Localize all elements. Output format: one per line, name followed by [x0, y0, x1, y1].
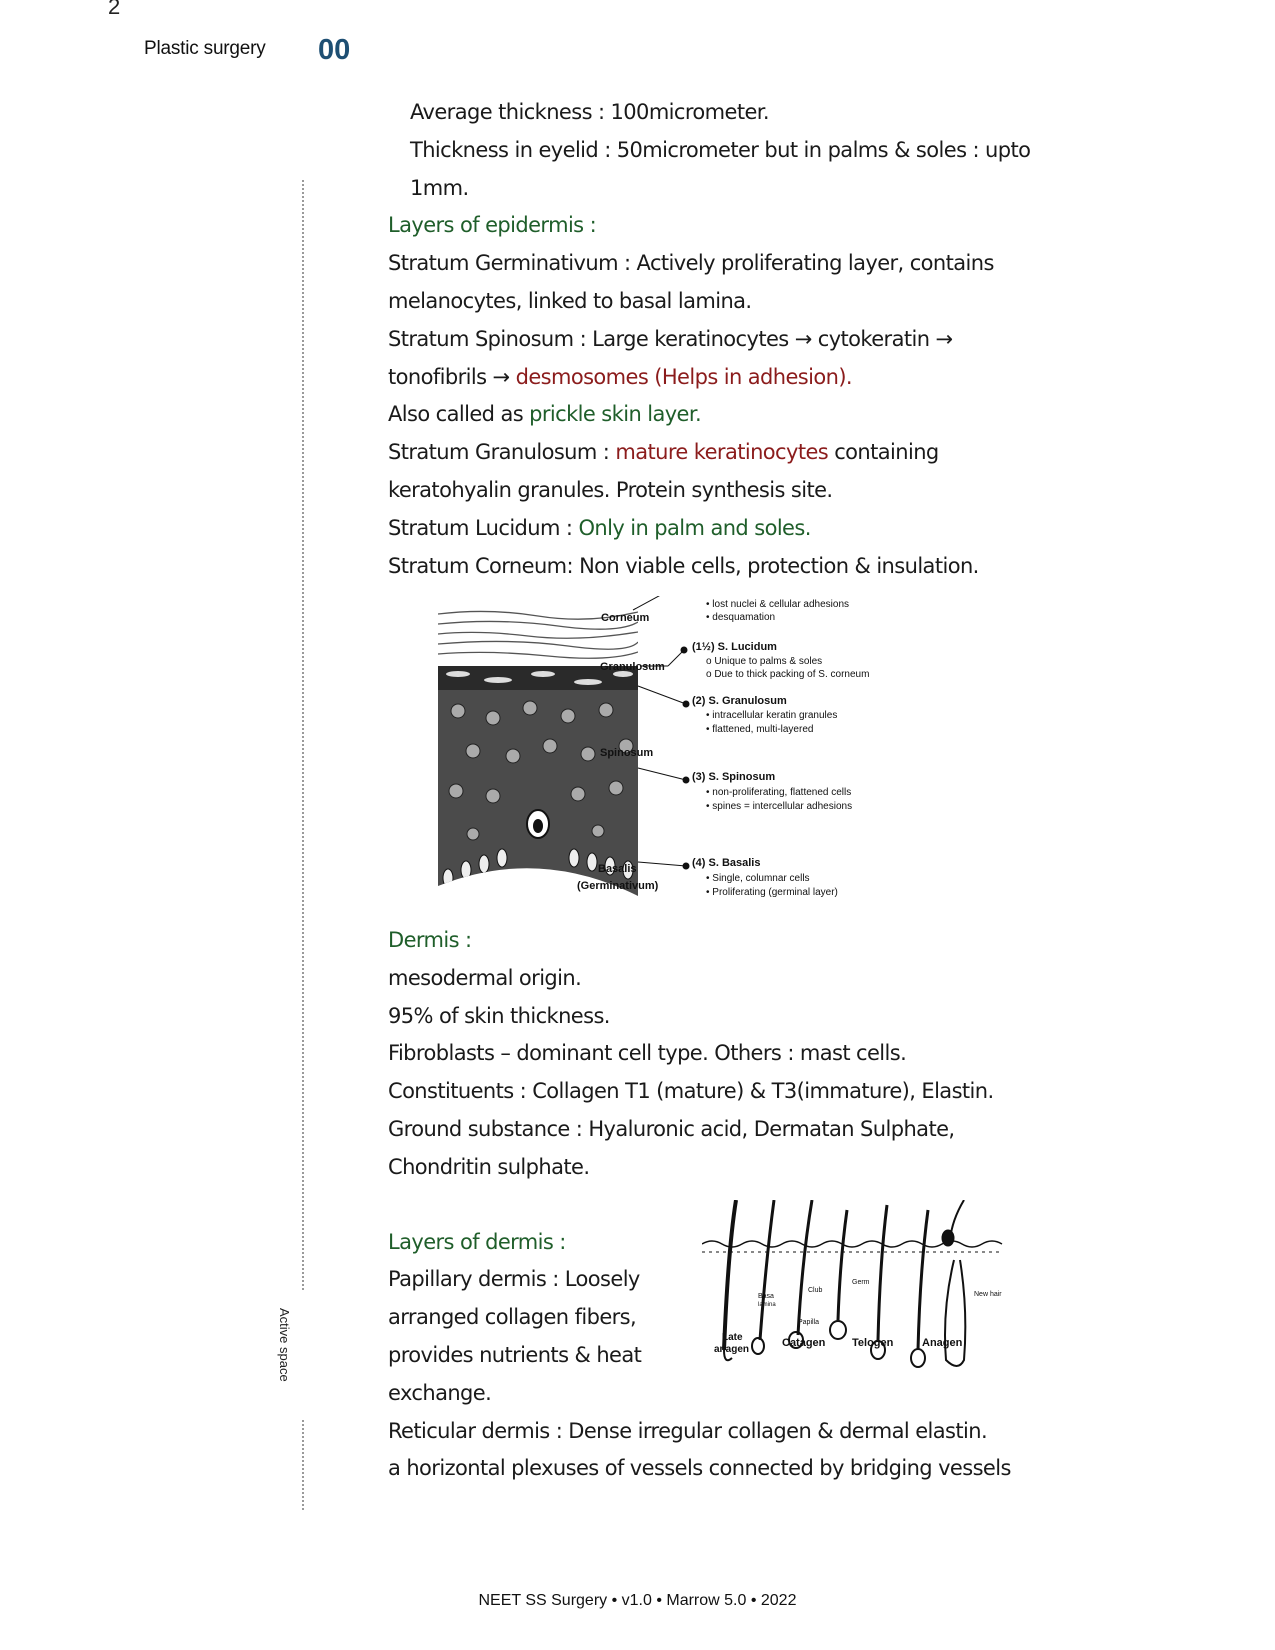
note-line: Stratum Spinosum : Large keratinocytes → cytokeratin → — [388, 326, 953, 351]
note-line: provides nutrients & heat — [388, 1342, 642, 1367]
callouts — [692, 596, 869, 898]
label-anagen: Anagen — [922, 1337, 963, 1349]
hair-labels — [714, 1279, 1002, 1355]
note-line — [388, 396, 1068, 434]
note-line: arranged collagen fibers, — [388, 1305, 637, 1330]
note-line: Chondritin sulphate. — [388, 1154, 590, 1179]
callout-bullet: • intracellular keratin granules — [706, 710, 838, 721]
dermis-heading: Dermis : — [388, 928, 472, 952]
header-title: Plastic surgery — [144, 38, 266, 59]
note-line: Constituents : Collagen T1 (mature) & T3(immature), Elastin. — [388, 1079, 994, 1104]
note-line — [388, 359, 1068, 397]
note-line: exchange. — [388, 1380, 492, 1405]
note-text: Also called as — [388, 402, 530, 427]
note-text: Stratum Granulosum : — [388, 440, 616, 465]
label-telogen: Telogen — [852, 1337, 894, 1349]
callout-bullet: o Due to thick packing of S. corneum — [706, 669, 870, 680]
callout-title: (1½) S. Lucidum — [692, 641, 777, 653]
label-late: Late — [722, 1332, 743, 1343]
footer: NEET SS Surgery • v1.0 • Marrow 5.0 • 2022 — [478, 1592, 797, 1609]
callout-bullet — [706, 596, 844, 597]
note-line — [388, 510, 1068, 548]
callout-bullet: • Proliferating (germinal layer) — [706, 887, 838, 898]
highlight-text: Only in palm and soles. — [578, 515, 811, 540]
callout-title: (4) S. Basalis — [692, 857, 761, 869]
chapter-number: 00 — [318, 34, 351, 66]
callout-bullet: • desquamation — [706, 612, 776, 623]
note-line: Thickness in eyelid : 50micrometer but in palms & soles : upto — [410, 137, 1031, 162]
label-papilla: Papilla — [798, 1319, 820, 1326]
active-space-label: Active space — [277, 1308, 292, 1382]
page-number: 2 — [108, 0, 121, 19]
label-lamina: lamina — [758, 1302, 776, 1308]
callout-bullet: • non-proliferating, flattened cells — [706, 787, 852, 798]
note-line: Papillary dermis : Loosely — [388, 1267, 640, 1292]
label-granulosum: Granulosum — [600, 661, 665, 673]
callout-bullet: • Single, columnar cells — [706, 873, 810, 884]
note-line: Stratum Corneum: Non viable cells, protection & insulation. — [388, 553, 979, 578]
label-basalis: Basalis — [598, 863, 637, 875]
note-text: Stratum Lucidum : — [388, 515, 579, 540]
highlight-text: prickle skin layer. — [529, 402, 702, 427]
label-new-hair: New hair — [974, 1291, 1002, 1298]
label-late-anagen: anagen — [714, 1344, 750, 1355]
label-germinativum: (Germinativum) — [577, 880, 659, 892]
note-line: Average thickness : 100micrometer. — [410, 100, 769, 124]
epidermis-heading: Layers of epidermis : — [388, 213, 597, 238]
note-line: 1mm. — [410, 175, 469, 200]
label-basal: Basa — [758, 1293, 774, 1300]
epidermis-notes — [388, 94, 1068, 585]
callout-bullet: • lost nuclei & cellular adhesions — [706, 599, 850, 610]
label-spinosum: Spinosum — [600, 747, 654, 759]
note-text: tonofibrils → — [388, 364, 516, 389]
epidermis-diagram — [438, 596, 958, 946]
label-catagen: Catagen — [782, 1337, 826, 1349]
note-line: Fibroblasts – dominant cell type. Others : mast cells. — [388, 1041, 907, 1066]
note-line: keratohyalin granules. Protein synthesis site. — [388, 477, 833, 502]
label-corneum: Corneum — [601, 612, 650, 624]
margin-gap — [296, 1290, 310, 1420]
note-line: Reticular dermis : Dense irregular collagen & dermal elastin. — [388, 1418, 988, 1443]
callout-title: (3) S. Spinosum — [692, 771, 776, 783]
callout-bullet: • flattened, multi-layered — [706, 724, 814, 735]
note-line — [388, 434, 1068, 472]
note-line: melanocytes, linked to basal lamina. — [388, 288, 752, 313]
pointer-lines — [633, 596, 689, 869]
note-line: 95% of skin thickness. — [388, 1003, 610, 1028]
label-club: Club — [808, 1287, 823, 1294]
note-line: Stratum Germinativum : Actively proliferating layer, contains — [388, 251, 994, 276]
highlight-text: mature keratinocytes — [615, 440, 829, 465]
label-germ: Germ — [852, 1279, 870, 1286]
callout-bullet: o Unique to palms & soles — [706, 656, 823, 667]
skin-surface — [702, 1241, 1002, 1252]
hair-cycle-diagram — [702, 1200, 1042, 1420]
highlight-text: desmosomes (Helps in adhesion). — [515, 364, 853, 389]
note-line: Ground substance : Hyaluronic acid, Dermatan Sulphate, — [388, 1116, 955, 1141]
callout-bullet: • spines = intercellular adhesions — [706, 801, 853, 812]
note-text: containing — [828, 440, 939, 465]
callout-title: (2) S. Granulosum — [692, 695, 787, 707]
note-line: a horizontal plexuses of vessels connected by bridging vessels — [388, 1456, 1011, 1481]
note-line: mesodermal origin. — [388, 965, 582, 990]
dermis-layers-heading: Layers of dermis : — [388, 1229, 566, 1254]
